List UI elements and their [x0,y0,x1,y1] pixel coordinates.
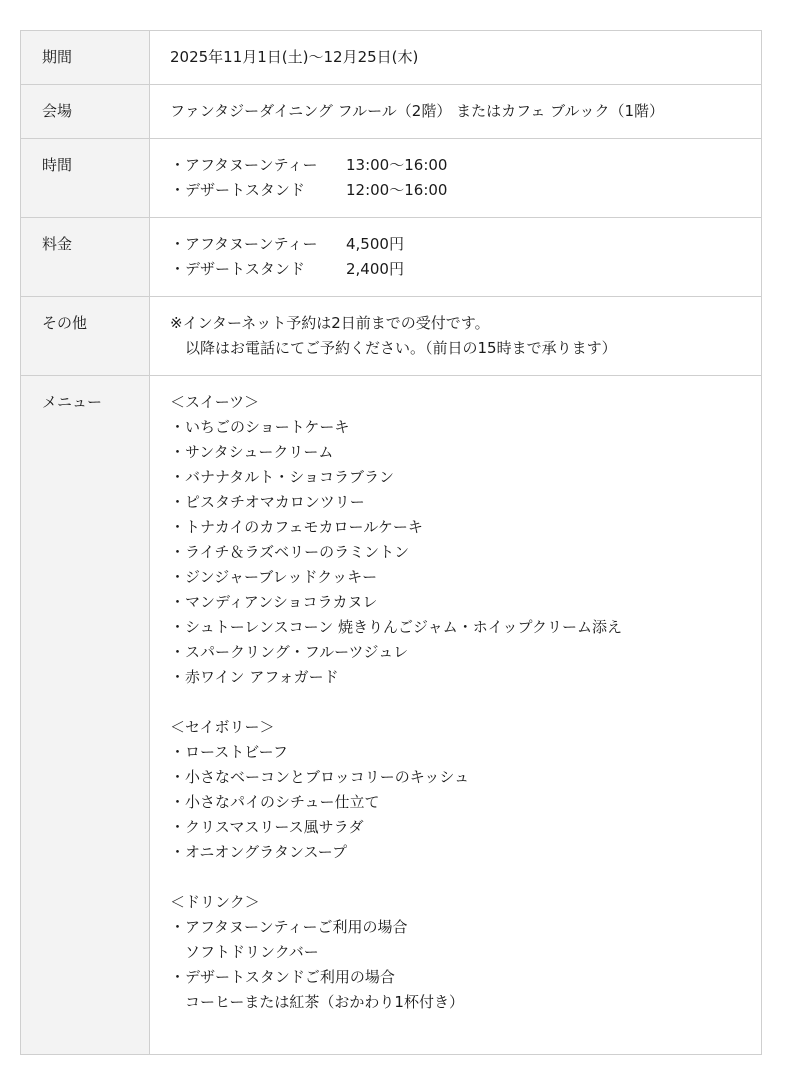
time-item-value: 12:00〜16:00 [346,181,448,199]
menu-item: ・スパークリング・フルーツジュレ [170,643,409,661]
time-label: 時間 [21,139,150,218]
sweets-heading: ＜スイーツ＞ [170,393,260,411]
price-item-value: 4,500円 [346,235,404,253]
menu-item: ・ライチ＆ラズベリーのラミントン [170,543,410,561]
price-item-value: 2,400円 [346,260,404,278]
section-gap [170,865,761,890]
drink-item: ・デザートスタンドご利用の場合 [170,968,395,986]
price-value [150,218,762,297]
menu-item: ・バナナタルト・ショコラブラン [170,468,394,486]
time-item-name: ・デザートスタンド [170,181,305,199]
event-info-table [20,30,762,1055]
time-item [170,153,761,178]
menu-item: ・クリスマスリース風サラダ [170,818,364,836]
menu-item: ・トナカイのカフェモカロールケーキ [170,518,423,536]
table-row-menu [21,376,762,1055]
drink-item: ・アフタヌーンティーご利用の場合 [170,918,408,936]
table-row-period [21,31,762,85]
table-row-time [21,139,762,218]
menu-item: ・マンディアンショコラカヌレ [170,593,378,611]
menu-item: ・シュトーレンスコーン 焼きりんごジャム・ホイップクリーム添え [170,618,622,636]
period-value: 2025年11月1日(土)〜12月25日(木) [150,31,762,85]
menu-item: ・ローストビーフ [170,743,288,761]
menu-item: ・小さなパイのシチュー仕立て [170,793,380,811]
menu-item: ・いちごのショートケーキ [170,418,350,436]
other-note-line: 以降はお電話にてご予約ください。（前日の15時まで承ります） [185,339,617,357]
menu-item: ・オニオングラタンスープ [170,843,348,861]
venue-label: 会場 [21,85,150,139]
price-item [170,257,761,282]
drink-item-detail: コーヒーまたは紅茶（おかわり1杯付き） [185,993,464,1011]
period-label: 期間 [21,31,150,85]
table-row-venue [21,85,762,139]
time-item-name: ・アフタヌーンティー [170,156,318,174]
other-value [150,297,762,376]
table-row-other [21,297,762,376]
price-item-name: ・アフタヌーンティー [170,235,318,253]
other-label: その他 [21,297,150,376]
price-item-name: ・デザートスタンド [170,260,305,278]
menu-item: ・サンタシュークリーム [170,443,334,461]
menu-item: ・ジンジャーブレッドクッキー [170,568,378,586]
menu-item: ・小さなベーコンとブロッコリーのキッシュ [170,768,470,786]
menu-item: ・赤ワイン アフォガード [170,668,339,686]
menu-item: ・ピスタチオマカロンツリー [170,493,365,511]
price-label: 料金 [21,218,150,297]
time-value [150,139,762,218]
menu-label: メニュー [21,376,150,1055]
price-item [170,232,761,257]
savory-heading: ＜セイボリー＞ [170,718,275,736]
drink-heading: ＜ドリンク＞ [170,893,260,911]
time-item [170,178,761,203]
other-note-line: ※インターネット予約は2日前までの受付です。 [170,314,490,332]
drink-item-detail: ソフトドリンクバー [185,943,319,961]
menu-value [150,376,762,1055]
section-gap [170,690,761,715]
table-row-price [21,218,762,297]
venue-value: ファンタジーダイニング フルール（2階） またはカフェ ブルック（1階） [150,85,762,139]
time-item-value: 13:00〜16:00 [346,156,448,174]
